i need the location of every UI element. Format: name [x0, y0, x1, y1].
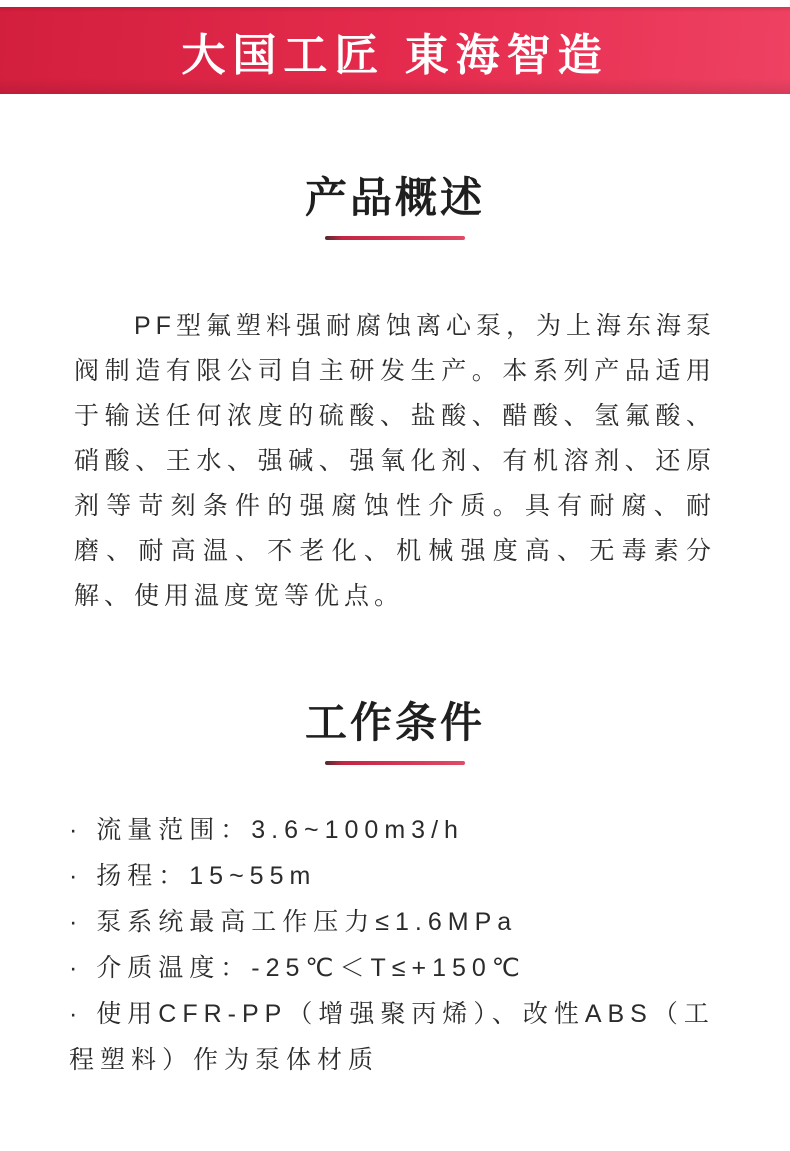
list-item-medium-temperature: · 介质温度：-25℃＜T≤+150℃ [69, 954, 526, 982]
conditions-heading [0, 701, 790, 765]
overview-paragraph: PF型氟塑料强耐腐蚀离心泵，为上海东海泵阀制造有限公司自主研发生产。本系列产品适用于输送任何浓度的硫酸、盐酸、醋酸、氢氟酸、硝酸、王水、强碱、强氧化剂、有机溶剂、还原剂等苛刻条件的强腐蚀性介质。具有耐腐、耐磨、耐高温、不老化、机械强度高、无毒素分解、使用温度宽等优点。 [74, 312, 716, 610]
list-item-max-pressure: · 泵系统最高工作压力≤1.6MPa [69, 908, 518, 936]
product-detail-page [0, 7, 790, 1151]
conditions-title-underline [325, 761, 465, 765]
brand-banner [0, 7, 790, 94]
overview-title-underline [325, 236, 465, 240]
conditions-title: 工作条件 [304, 699, 485, 746]
conditions-list [69, 807, 721, 1083]
overview-heading [0, 176, 790, 240]
section-working-conditions [0, 701, 790, 1083]
list-item-pump-body-material: · 使用CFR-PP（增强聚丙烯）、改性ABS（工程塑料）作为泵体材质 [69, 1000, 715, 1074]
overview-title: 产品概述 [304, 174, 485, 221]
list-item-flow-range: · 流量范围：3.6~100m3/h [69, 816, 464, 844]
banner-title: 大国工匠 東海智造 [181, 30, 609, 80]
section-product-overview [0, 176, 790, 619]
list-item-head: · 扬程：15~55m [69, 862, 317, 890]
